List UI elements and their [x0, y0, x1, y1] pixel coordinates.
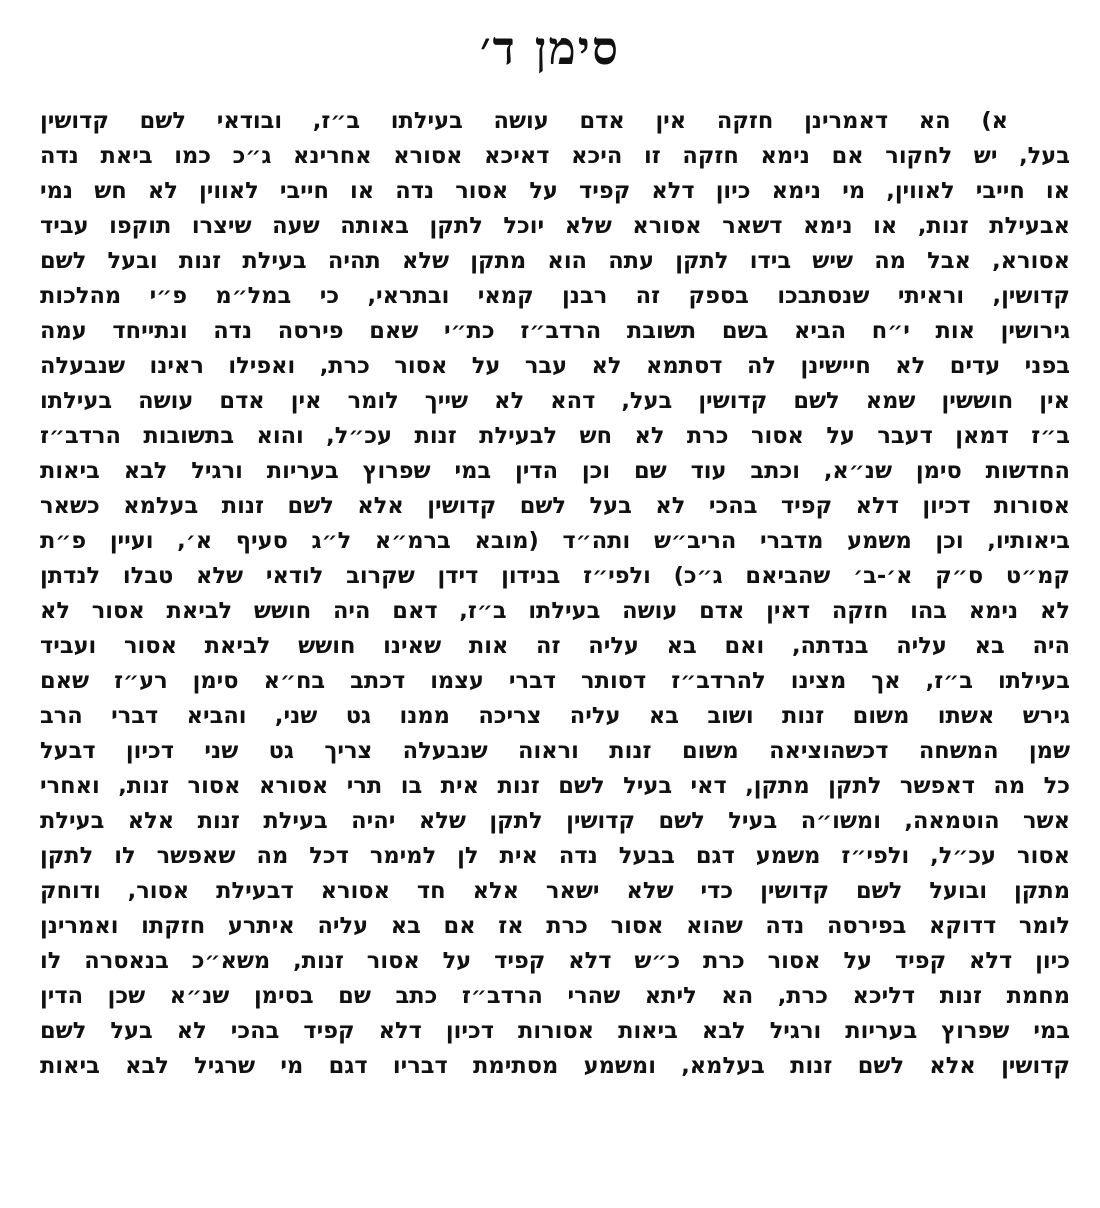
text-line: אשר הוטמאה, ומשו״ה בעיל לשם קדושין לתקן שלא יהיה בעילת זנות אלא בעילת	[40, 808, 1070, 834]
text-line: אסור עכ״ל, ולפי״ז משמע דגם בבעל נדה אית לן למימר דכל מה שאפשר לו לתקן	[40, 843, 1070, 869]
text-line: לומר דדוקא בפירסה נדה שהוא אסור כרת אז אם בא עליה איתרע חזקתו ואמרינן	[40, 913, 1070, 939]
page-title: סימן ד׳	[480, 21, 620, 75]
text-line: בעל, יש לחקור אם נימא חזקה זו היכא דאיכא אסורא אחרינא ג״כ כמו ביאת נדה	[40, 143, 1070, 169]
text-line: א) הא דאמרינן חזקה אין אדם עושה בעילתו ב״ז, ובודאי לשם קדושין	[40, 108, 1008, 134]
text-line: לא נימא בהו חזקה דאין אדם עושה בעילתו ב״ז, דאם היה חושש לביאת אסור לא	[40, 598, 1070, 624]
text-line: החדשות סימן שנ״א, וכתב עוד שם וכן הדין במי שפרוץ בעריות ורגיל לבא ביאות	[40, 458, 1070, 484]
text-line: בעילתו ב״ז, אך מצינו להרדב״ז דסותר דברי עצמו דכתב בח״א סימן רע״ז שאם	[40, 668, 1070, 694]
text-line: שמן המשחה דכשהוציאה משום זנות וראוה שנבעלה צריך גט שני דכיון דבעל	[40, 738, 1070, 764]
text-line: ב״ז דמאן דעבר על אסור כרת לא חש לבעילת זנות עכ״ל, והוא בתשובות הרדב״ז	[40, 423, 1070, 449]
text-line: גירש אשתו משום זנות ושוב בא עליה צריכה ממנו גט שני, והביא דברי הרב	[40, 703, 1070, 729]
text-line: אין חוששין שמא לשם קדושין בעל, דהא לא שייך לומר אין אדם עושה בעילתו	[40, 388, 1070, 414]
text-line: אבעילת זנות, או נימא דשאר אסורא שלא יוכל לתקן באותה שעה שיצרו תוקפו עביד	[40, 213, 1070, 239]
text-line: אסורא, אבל מה שיש בידו לתקן עתה הוא מתקן שלא תהיה בעילת זנות ובעל לשם	[40, 248, 1070, 274]
text-line: מתקן ובועל לשם קדושין כדי שלא ישאר אלא חד אסורא דבעילת אסור, ודוחק	[40, 878, 1070, 904]
text-line: בפני עדים לא חיישינן לה דסתמא לא עבר על אסור כרת, ואפילו ראינו שנבעלה	[40, 353, 1070, 379]
text-line: קדושין, וראיתי שנסתבכו בספק זה רבנן קמאי ובתראי, כי במל״מ פ״י מהלכות	[40, 283, 1070, 309]
text-line: במי שפרוץ בעריות ורגיל לבא ביאות אסורות דכיון דלא קפיד בהכי לא בעל לשם	[40, 1018, 1070, 1044]
text-line: קדושין אלא לשם זנות בעלמא, ומשמע מסתימת דבריו דגם מי שרגיל לבא ביאות	[40, 1053, 1070, 1079]
body-text	[40, 104, 1070, 1084]
text-line: גירושין אות י״ח הביא בשם תשובת הרדב״ז כת״י שאם פירסה נדה ונתייחד עמה	[40, 318, 1070, 344]
text-line: אסורות דכיון דלא קפיד בהכי לא בעל לשם קדושין אלא לשם זנות בעלמא כשאר	[40, 493, 1070, 519]
text-line: או חייבי לאווין, מי נימא כיון דלא קפיד על אסור נדה או חייבי לאווין לא חש נמי	[40, 178, 1070, 204]
text-line: כיון דלא קפיד על אסור כרת כ״ש דלא קפיד על אסור זנות, משא״כ בנאסרה לו	[40, 948, 1070, 974]
text-line: היה בא עליה בנדתה, ואם בא עליה זה אות שאינו חושש לביאת אסור ועביד	[40, 633, 1070, 659]
text-line: ביאותיו, וכן משמע מדברי הריב״ש ותה״ד (מובא ברמ״א ל״ג סעיף א׳, ועיין פ״ת	[40, 528, 1070, 554]
text-line: מחמת זנות דליכא כרת, הא ליתא שהרי הרדב״ז כתב שם בסימן שנ״א שכן הדין	[40, 983, 1070, 1009]
text-line: כל מה דאפשר לתקן מתקן, דאי בעיל לשם זנות אית בו תרי אסורא אסור זנות, ואחרי	[40, 773, 1070, 799]
text-line: קמ״ט ס״ק א׳-ב׳ שהביאם ג״כ) ולפי״ז בנידון דידן שקרוב לודאי שלא טבלו לנדתן	[40, 563, 1070, 589]
